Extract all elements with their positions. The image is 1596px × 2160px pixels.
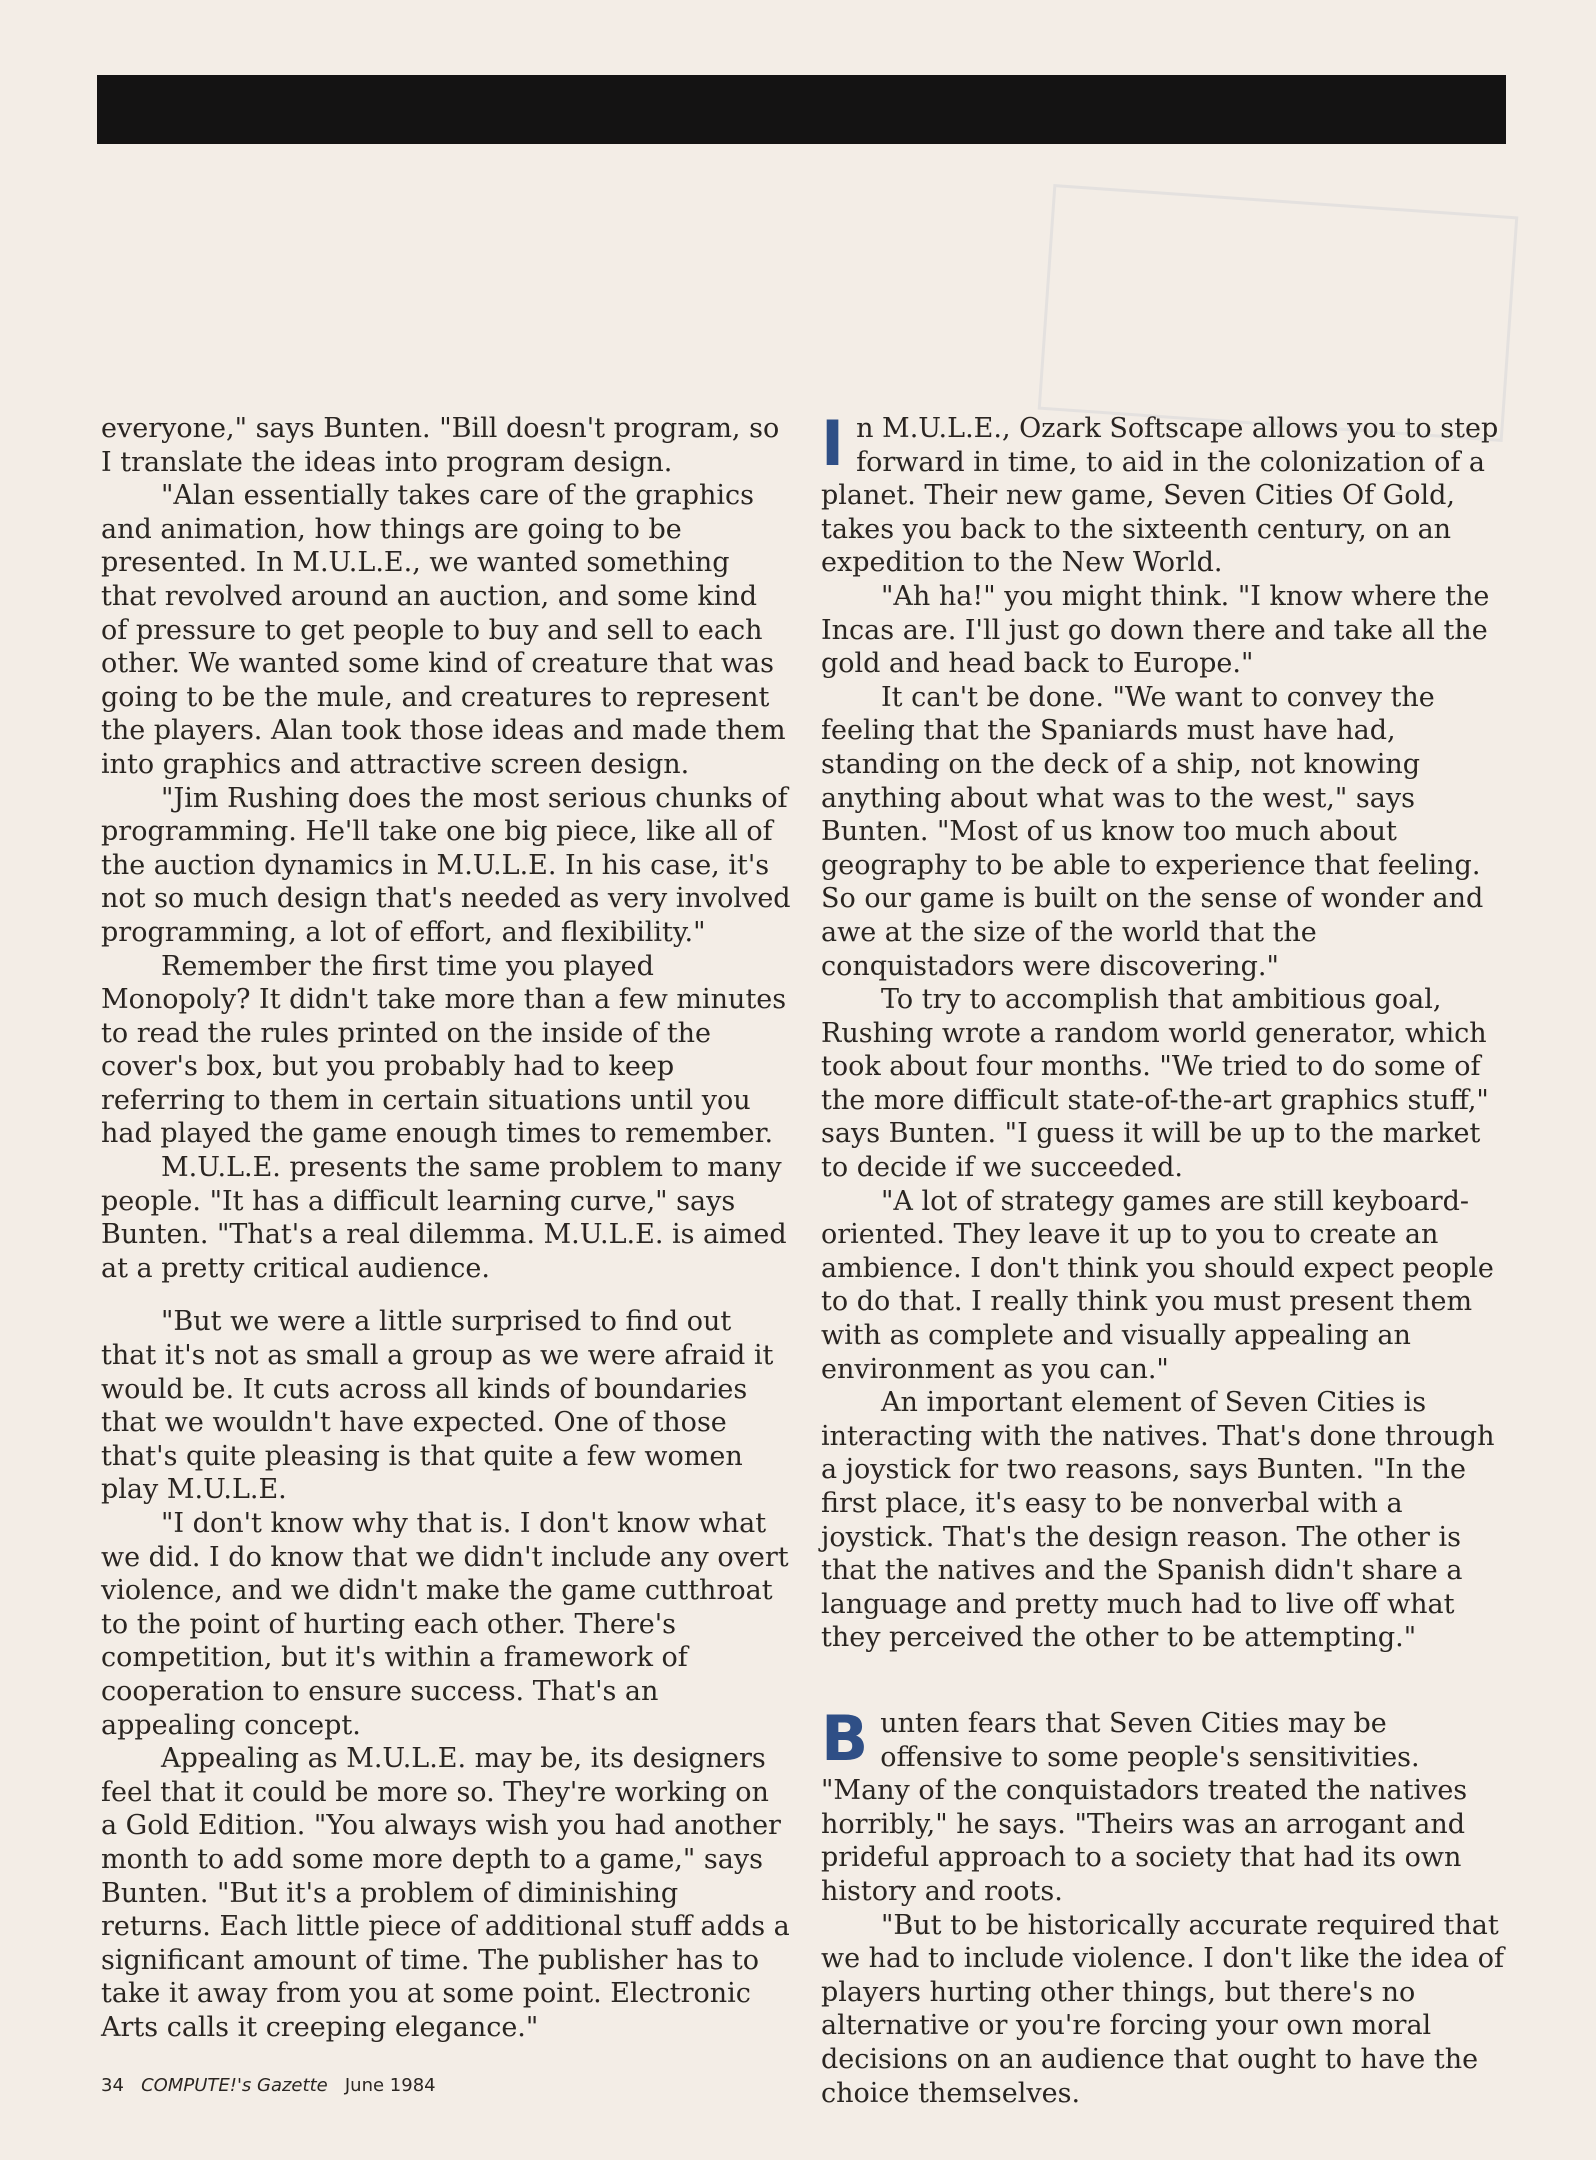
page-footer (101, 2075, 436, 2096)
left-column (101, 412, 791, 2045)
bleed-through-shadow (1038, 184, 1519, 442)
paragraph: An important element of Seven Cities is interacting with the natives. That's done through a joystick for two reasons, says Bunten. "In the first place, it's easy to be nonverbal with a joystick. That's the design reason. The other is that the natives and the Spanish didn't share a language and pretty much had to live off what they perceived the other to be attempting." (821, 1387, 1495, 1654)
page-number: 34 (101, 2075, 124, 2096)
paragraph: To try to accomplish that ambitious goal, Rushing wrote a random world generator, which took about four months. "We tried to do some of the more difficult state-of-the-art graphics stuff," says Bunten. "I guess it will be up to the market to decide if we succeeded. (821, 984, 1489, 1184)
paragraph: everyone," says Bunten. "Bill doesn't program, so I translate the ideas into program design. (101, 413, 780, 478)
paragraph-with-dropcap (821, 407, 1509, 580)
paragraph: "Alan essentially takes care of the graphics and animation, how things are going to be presented. In M.U.L.E., we wanted something that revolved around an auction, and some kind of pressure to get people to buy and sell to each other. We wanted some kind of creature that was going to be the mule, and creatures to represent the players. Alan took those ideas and made them into graphics and attractive screen design. (101, 480, 786, 780)
paragraph: It can't be done. "We want to convey the feeling that the Spaniards must have had, standing on the deck of a ship, not knowing anything about what was to the west," says Bunten. "Most of us know too much about geography to be able to experience that feeling. So our game is built on the sense of wonder and awe at the size of the world that the conquistadors were discovering." (821, 681, 1484, 982)
drop-cap: B (821, 1701, 869, 1775)
paragraph: "Jim Rushing does the most serious chunks of programming. He'll take one big piece, like all of the auction dynamics in M.U.L.E. In his case, it's not so much design that's needed as very involved programming, a lot of effort, and flexibility." (101, 782, 791, 948)
paragraph: "Ah ha!" you might think. "I know where the Incas are. I'll just go down there and take all the gold and head back to Europe." (821, 580, 1490, 680)
publication-name: COMPUTE!'s Gazette (141, 2075, 328, 2096)
paragraph: Remember the first time you played Monopoly? It didn't take more than a few minutes to read the rules printed on the inside of the cover's box, but you probably had to keep referring to them in certain situations until you had played the game enough times to remember. (101, 950, 787, 1150)
paragraph: "I don't know why that is. I don't know what we did. I do know that we didn't include any overt violence, and we didn't make the game cutthroat to the point of hurting each other. There's competition, but it's within a framework of cooperation to ensure success. That's an appealing concept. (101, 1508, 789, 1741)
paragraph: M.U.L.E. presents the same problem to many people. "It has a difficult learning curve," says Bunten. "That's a real dilemma. M.U.L.E. is aimed at a pretty critical audience. (101, 1152, 787, 1284)
paragraph: Appealing as M.U.L.E. may be, its designers feel that it could be more so. They're working on a Gold Edition. "You always wish you had another month to add some more depth to a game," says Bunten. "But it's a problem of diminishing returns. Each little piece of additional stuff adds a significant amount of time. The publisher has to take it away from you at some point. Electronic Arts calls it creeping elegance." (101, 1743, 790, 2043)
paragraph: "But we were a little surprised to find out that it's not as small a group as we were afraid it would be. It cuts across all kinds of boundaries that we wouldn't have expected. One of those that's quite pleasing is that quite a few women play M.U.L.E. (101, 1306, 774, 1506)
paragraph-text: unten fears that Seven Cities may be offensive to some people's sensitivities. "Many of the conquistadors treated the natives horribly," he says. "Theirs was an arrogant and prideful approach to a society that had its own history and roots. (821, 1707, 1468, 1907)
right-column (821, 407, 1509, 2110)
paragraph: "A lot of strategy games are still keyboard-oriented. They leave it up to you to create an ambience. I don't think you should expect people to do that. I really think you must present them with as complete and visually appealing an environment as you can." (821, 1185, 1494, 1385)
paragraph-with-dropcap (821, 1701, 1509, 1909)
issue-date: June 1984 (344, 2075, 436, 2096)
paragraph-text: n M.U.L.E., Ozark Softscape allows you to step forward in time, to aid in the colonization of a planet. Their new game, Seven Cities Of Gold, takes you back to the sixteenth century, on an expedition to the New World. (821, 413, 1499, 579)
paragraph: "But to be historically accurate required that we had to include violence. I don't like the idea of players hurting other things, but there's no alternative or you're forcing your own moral decisions on an audience that ought to have the choice themselves. (821, 1909, 1504, 2109)
header-black-bar (97, 75, 1506, 144)
drop-cap: I (821, 407, 845, 480)
